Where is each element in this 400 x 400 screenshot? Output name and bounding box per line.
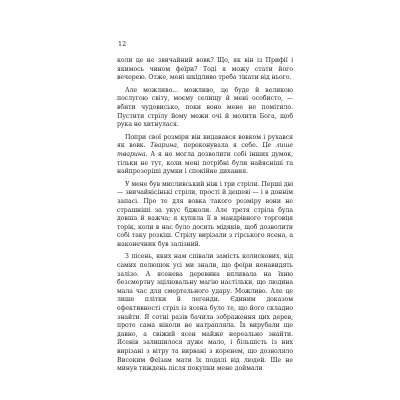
paragraph-4: У мене був мисливський ніж і три стріли. Перші дві — звичайнісінькі стріли, прості й дешеві — і в доннім запасі. Про те для вовка такого розміру вони не страшніші за укус бджоли. Але третя стріла була довша й важча; я купила її в мандрівного торговця торік, коли в нас було досить мідяків, щоб дозволити собі таку розкіш. Стрілу вирізали з гірського ясена, а наконечник був залізний. (117, 180, 293, 248)
paragraph-5: З пісень, яких нам співали замість колискових, від самих пелюшок усі ми знали, що феїри ненавидять залізо. А ясенева деревина впливала на їхню безсмертну зцілювальну магію настільки, що людина мала час для смертельного удару. Можливо. Але це лише плітки й легенди. Єдиним доказом ефективності стріл із ясена було те, що його складно знайти. Я сотні разів бачила зображення цих дерев, проте сама ніколи не натрапляла. Їх вирубали ще давно, а свіжий ясен майже нереально знайти. Ясенів залишилося дуже мало, і більшість із них вирізані з вітру та вирвані з коренем, що дозволяло Високим Феїзам мати їх подалі від людей. Ще не минув тиждень після покупки мене доймали (117, 253, 293, 373)
book-page (117, 40, 293, 374)
page-number: 12 (118, 40, 127, 48)
paragraph-1: коли це не звичайний вовк? Що, як він із Прифії і якимось чином феїри? Тоді я можу стати його вечерею. Отже, мені шкідливо треба тікати від нього. (117, 57, 293, 82)
italic-phrase: Це лише тварина (117, 142, 293, 158)
italic-phrase: Тварина (150, 142, 177, 150)
paragraph-3: Попри свої розміри він видавався вовком і рухався як вовк. Тварина, переконувала я себе. Це лише тварина. А я не могла дозволити собі інших думок, тільки не тут, коли мені потрібні були найясніші та найпрозоріші думки і спокійне дихання. (117, 133, 293, 176)
paragraph-2: Але можливо... можливо, це буде й великою послугою світу, моєму селищу й мені особисто, — вбити чудовисько, поки воно мене не помітило. Пустити стрілу йому межи очі й молити Бога, щоб рука не хитнулася. (117, 86, 293, 129)
